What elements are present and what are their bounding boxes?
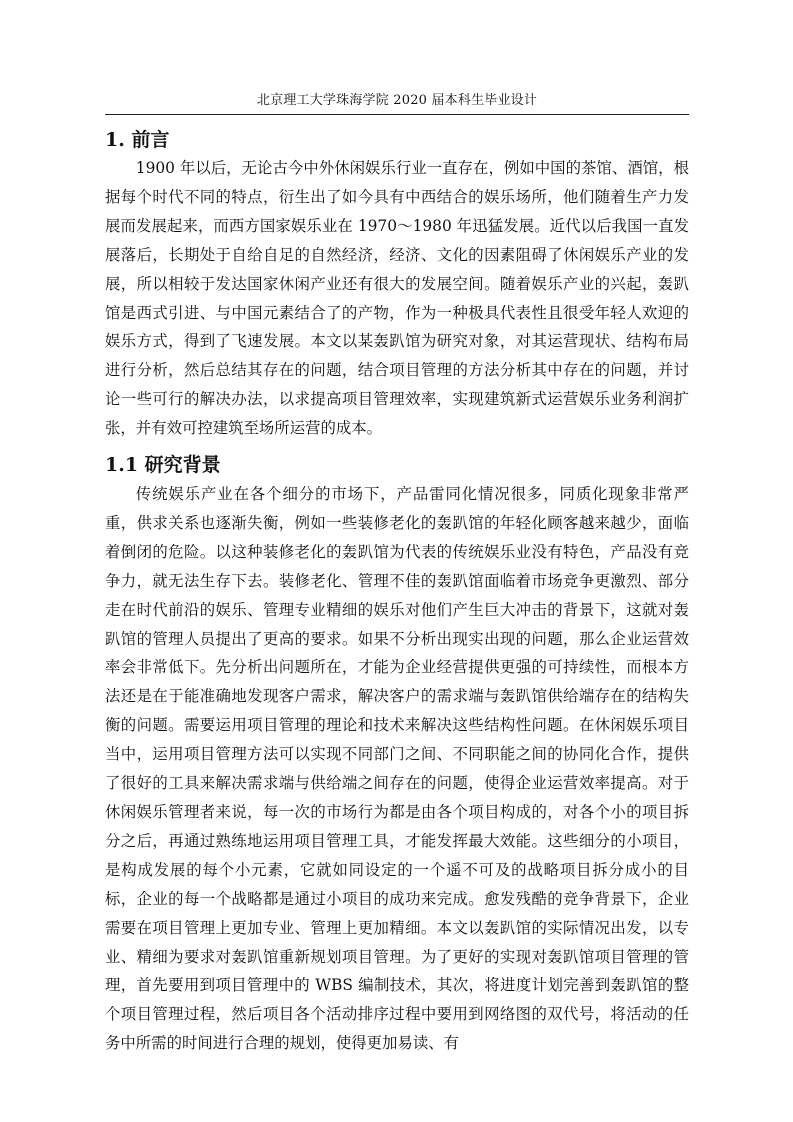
paragraph-foreword: 1900 年以后，无论古今中外休闲娱乐行业一直存在，例如中国的茶馆、酒馆，根据每个时代不同的特点，衍生出了如今具有中西结合的娱乐场所，他们随着生产力发展而发展起来，而西方国家娱乐业在 1970～1980 年迅猛发展。近代以后我国一直发展落后，长期处于自给自足的自然经济，经济、文化的因素阻碍了休闲娱乐产业的发展，所以相较于发达国家休闲产业还有很大的发展空间。随着娱乐产业的兴起，轰趴馆是西式引进、与中国元素结合了的产物，作为一种极具代表性且很受年轻人欢迎的娱乐方式，得到了飞速发展。本文以某轰趴馆为研究对象，对其运营现状、结构布局进行分析，然后总结其存在的问题，结合项目管理的方法分析其中存在的问题，并讨论一些可行的解决办法，以求提高项目管理效率，实现建筑新式运营娱乐业务利润扩张，并有效可控建筑至场所运营的成本。 — [105, 159, 689, 438]
section-heading-foreword: 1. 前言 — [105, 129, 170, 151]
header-divider — [105, 114, 689, 115]
paragraph-research-background: 传统娱乐产业在各个细分的市场下，产品雷同化情况很多，同质化现象非常严重，供求关系也逐渐失衡，例如一些装修老化的轰趴馆的年轻化顾客越来越少，面临着倒闭的危险。以这种装修老化的轰趴馆为代表的传统娱乐业没有特色，产品没有竞争力，就无法生存下去。装修老化、管理不佳的轰趴馆面临着市场竞争更激烈、部分走在时代前沿的娱乐、管理专业精细的娱乐对他们产生巨大冲击的背景下，这就对轰趴馆的管理人员提出了更高的要求。如果不分析出现实出现的问题，那么企业运营效率会非常低下。先分析出问题所在，才能为企业经营提供更强的可持续性，而根本方法还是在于能准确地发现客户需求，解决客户的需求端与轰趴馆供给端存在的结构失衡的问题。需要运用项目管理的理论和技术来解决这些结构性问题。在休闲娱乐项目当中，运用项目管理方法可以实现不同部门之间、不同职能之间的协同化合作，提供了很好的工具来解决需求端与供给端之间存在的问题，使得企业运营效率提高。对于休闲娱乐管理者来说，每一次的市场行为都是由各个项目构成的，对各个小的项目拆分之后，再通过熟练地运用项目管理工具，才能发挥最大效能。这些细分的小项目，是构成发展的每个小元素，它就如同设定的一个遥不可及的战略项目拆分成小的目标，企业的每一个战略都是通过小项目的成功来完成。愈发残酷的竞争背景下，企业需要在项目管理上更加专业、管理上更加精细。本文以轰趴馆的实际情况出发，以专业、精细为要求对轰趴馆重新规划项目管理。为了更好的实现对轰趴馆项目管理的管理，首先要用到项目管理中的 WBS 编制技术，其次，将进度计划完善到轰趴馆的整个项目管理过程，然后项目各个活动排序过程中要用到网络图的双代号，将活动的任务中所需的时间进行合理的规划，使得更加易读、有 — [105, 485, 689, 1053]
section-heading-research-background: 1.1 研究背景 — [105, 454, 221, 476]
running-header: 北京理工大学珠海学院 2020 届本科生毕业设计 — [256, 93, 538, 108]
